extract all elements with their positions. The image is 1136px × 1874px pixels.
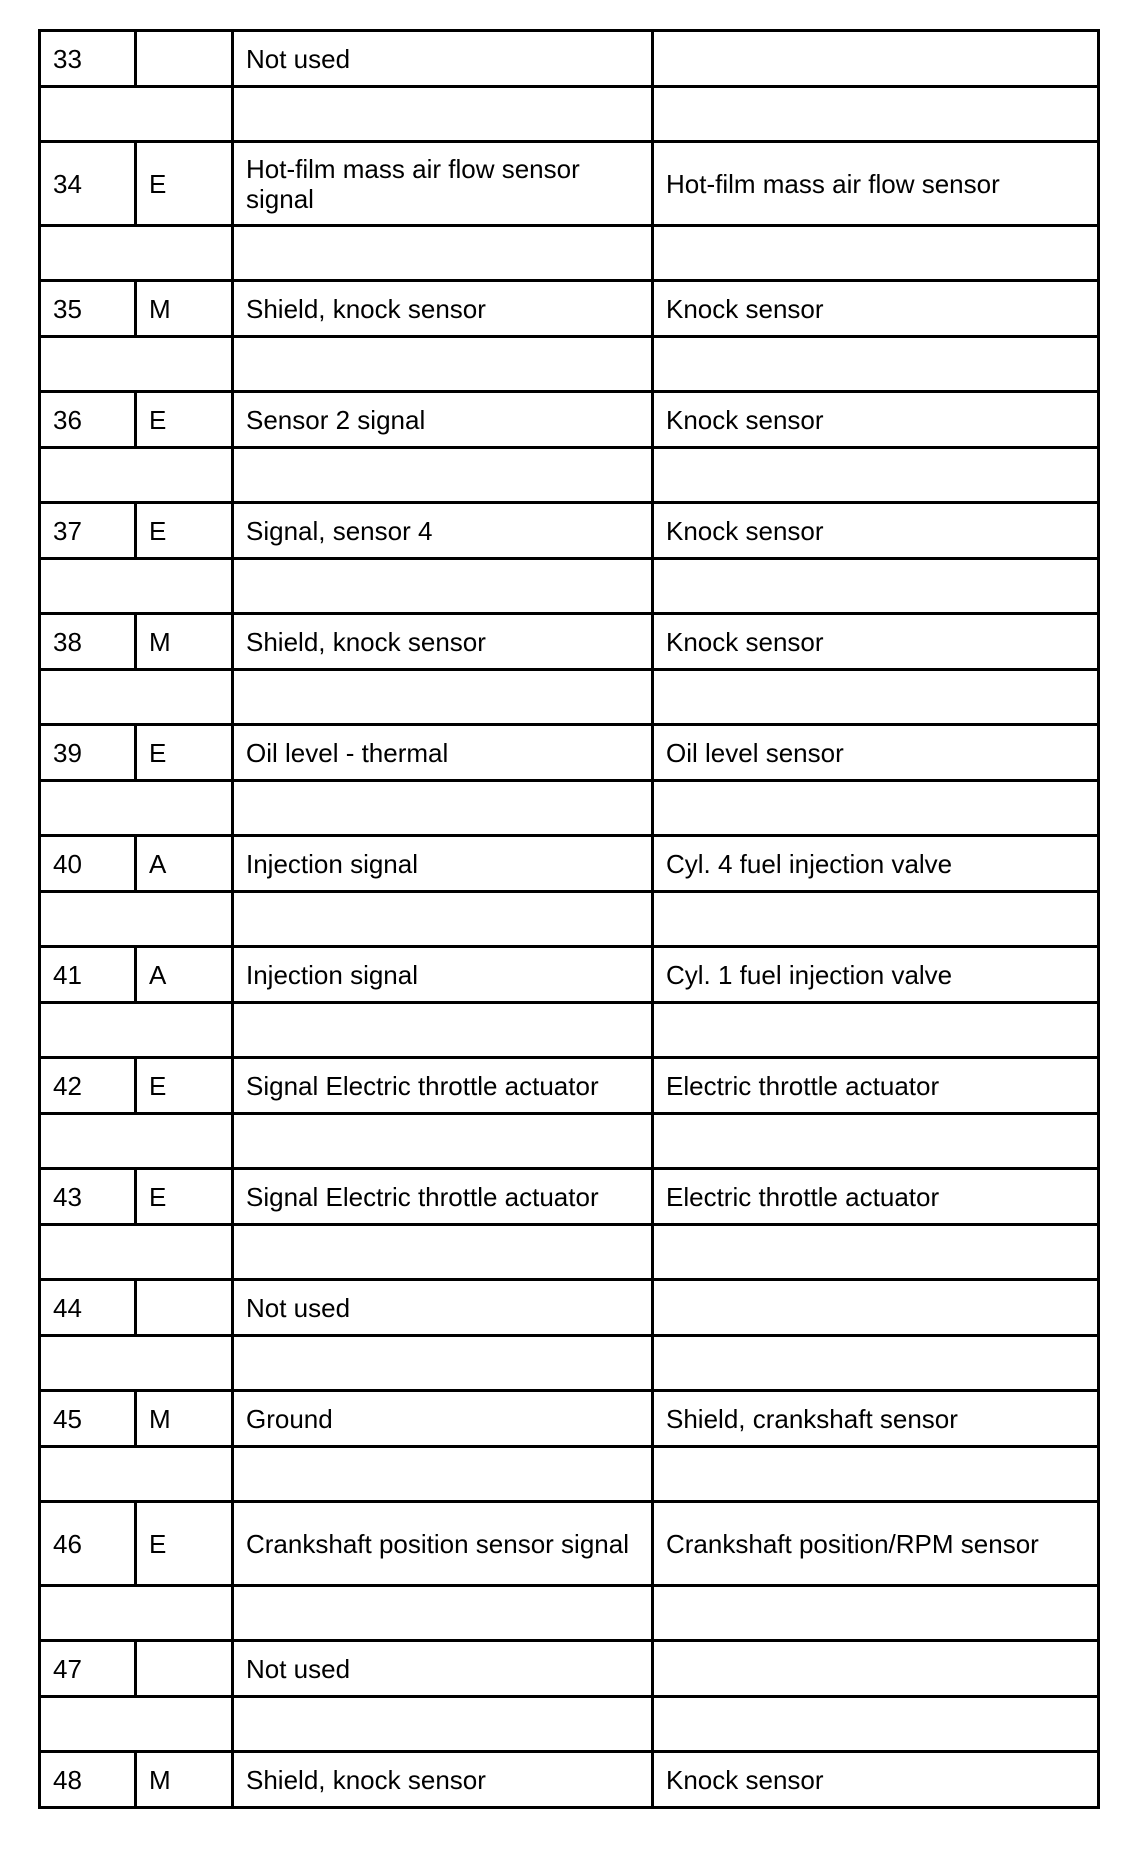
- spacer-cell: [653, 559, 1099, 614]
- spacer-cell: [40, 1114, 233, 1169]
- table-row: [40, 1058, 1099, 1114]
- component-cell: Shield, crankshaft sensor: [653, 1391, 1099, 1447]
- signal-cell: Signal Electric throttle actuator: [233, 1058, 653, 1114]
- spacer-cell: [233, 1586, 653, 1641]
- pin-cell: 44: [40, 1280, 136, 1336]
- spacer-cell: [40, 670, 233, 725]
- signal-cell: Crankshaft position sensor signal: [233, 1502, 653, 1586]
- spacer-cell: [653, 1697, 1099, 1752]
- spacer-cell: [233, 1003, 653, 1058]
- pin-cell: 33: [40, 31, 136, 87]
- signal-cell: Injection signal: [233, 836, 653, 892]
- signal-cell: Oil level - thermal: [233, 725, 653, 781]
- spacer-cell: [233, 1697, 653, 1752]
- spacer-row: [40, 226, 1099, 281]
- type-cell: E: [136, 392, 233, 448]
- signal-cell: Shield, knock sensor: [233, 281, 653, 337]
- spacer-cell: [233, 892, 653, 947]
- component-cell: Oil level sensor: [653, 725, 1099, 781]
- table-row: [40, 1752, 1099, 1808]
- spacer-cell: [40, 1586, 233, 1641]
- type-cell: A: [136, 836, 233, 892]
- spacer-cell: [653, 337, 1099, 392]
- spacer-row: [40, 87, 1099, 142]
- type-cell: E: [136, 1058, 233, 1114]
- table-row: [40, 1391, 1099, 1447]
- pin-cell: 47: [40, 1641, 136, 1697]
- pin-cell: 39: [40, 725, 136, 781]
- spacer-cell: [653, 892, 1099, 947]
- pin-assignment-table: [38, 29, 1100, 1809]
- component-cell: Knock sensor: [653, 503, 1099, 559]
- component-cell: Crankshaft position/RPM sensor: [653, 1502, 1099, 1586]
- pin-cell: 38: [40, 614, 136, 670]
- spacer-cell: [653, 1003, 1099, 1058]
- pin-cell: 48: [40, 1752, 136, 1808]
- pin-cell: 41: [40, 947, 136, 1003]
- type-cell: M: [136, 281, 233, 337]
- spacer-cell: [40, 1225, 233, 1280]
- table-row: [40, 392, 1099, 448]
- spacer-row: [40, 670, 1099, 725]
- spacer-row: [40, 337, 1099, 392]
- signal-cell: Signal, sensor 4: [233, 503, 653, 559]
- type-cell: A: [136, 947, 233, 1003]
- spacer-row: [40, 559, 1099, 614]
- type-cell: E: [136, 725, 233, 781]
- component-cell: [653, 1280, 1099, 1336]
- spacer-cell: [653, 670, 1099, 725]
- table-row: [40, 503, 1099, 559]
- spacer-cell: [233, 1447, 653, 1502]
- table-row: [40, 1280, 1099, 1336]
- spacer-row: [40, 1003, 1099, 1058]
- table-row: [40, 31, 1099, 87]
- component-cell: Knock sensor: [653, 281, 1099, 337]
- type-cell: [136, 1641, 233, 1697]
- component-cell: Knock sensor: [653, 1752, 1099, 1808]
- spacer-cell: [233, 1114, 653, 1169]
- pin-cell: 34: [40, 142, 136, 226]
- spacer-row: [40, 448, 1099, 503]
- component-cell: Hot-film mass air flow sensor: [653, 142, 1099, 226]
- spacer-cell: [40, 1336, 233, 1391]
- signal-cell: Sensor 2 signal: [233, 392, 653, 448]
- spacer-cell: [233, 1336, 653, 1391]
- table-row: [40, 836, 1099, 892]
- spacer-cell: [653, 1586, 1099, 1641]
- signal-cell: Signal Electric throttle actuator: [233, 1169, 653, 1225]
- pin-cell: 46: [40, 1502, 136, 1586]
- spacer-cell: [233, 226, 653, 281]
- spacer-cell: [653, 448, 1099, 503]
- type-cell: [136, 31, 233, 87]
- pin-cell: 42: [40, 1058, 136, 1114]
- spacer-row: [40, 1225, 1099, 1280]
- spacer-cell: [233, 337, 653, 392]
- spacer-row: [40, 1697, 1099, 1752]
- type-cell: [136, 1280, 233, 1336]
- component-cell: [653, 31, 1099, 87]
- component-cell: Electric throttle actuator: [653, 1169, 1099, 1225]
- spacer-cell: [233, 781, 653, 836]
- pin-cell: 36: [40, 392, 136, 448]
- signal-cell: Not used: [233, 1641, 653, 1697]
- component-cell: [653, 1641, 1099, 1697]
- component-cell: Cyl. 1 fuel injection valve: [653, 947, 1099, 1003]
- component-cell: Knock sensor: [653, 392, 1099, 448]
- type-cell: E: [136, 503, 233, 559]
- spacer-row: [40, 1336, 1099, 1391]
- spacer-row: [40, 1114, 1099, 1169]
- spacer-cell: [40, 892, 233, 947]
- spacer-cell: [653, 1447, 1099, 1502]
- spacer-cell: [653, 781, 1099, 836]
- spacer-cell: [233, 87, 653, 142]
- spacer-cell: [40, 226, 233, 281]
- spacer-cell: [40, 1447, 233, 1502]
- signal-cell: Shield, knock sensor: [233, 614, 653, 670]
- signal-cell: Hot-film mass air flow sensor signal: [233, 142, 653, 226]
- table-row: [40, 281, 1099, 337]
- spacer-cell: [40, 448, 233, 503]
- spacer-cell: [233, 1225, 653, 1280]
- pin-cell: 45: [40, 1391, 136, 1447]
- pin-cell: 40: [40, 836, 136, 892]
- spacer-cell: [40, 1003, 233, 1058]
- component-cell: Cyl. 4 fuel injection valve: [653, 836, 1099, 892]
- spacer-row: [40, 1586, 1099, 1641]
- signal-cell: Injection signal: [233, 947, 653, 1003]
- signal-cell: Shield, knock sensor: [233, 1752, 653, 1808]
- pin-cell: 43: [40, 1169, 136, 1225]
- table-row: [40, 947, 1099, 1003]
- signal-cell: Not used: [233, 31, 653, 87]
- type-cell: M: [136, 614, 233, 670]
- table-row: [40, 725, 1099, 781]
- spacer-cell: [233, 670, 653, 725]
- type-cell: E: [136, 1502, 233, 1586]
- spacer-cell: [40, 337, 233, 392]
- spacer-cell: [653, 1336, 1099, 1391]
- component-cell: Knock sensor: [653, 614, 1099, 670]
- spacer-cell: [653, 226, 1099, 281]
- spacer-cell: [653, 1114, 1099, 1169]
- type-cell: E: [136, 1169, 233, 1225]
- spacer-cell: [40, 1697, 233, 1752]
- table-row: [40, 1169, 1099, 1225]
- spacer-row: [40, 781, 1099, 836]
- spacer-cell: [653, 1225, 1099, 1280]
- table-row: [40, 1502, 1099, 1586]
- pin-cell: 37: [40, 503, 136, 559]
- table-row: [40, 1641, 1099, 1697]
- table-row: [40, 142, 1099, 226]
- spacer-row: [40, 892, 1099, 947]
- signal-cell: Ground: [233, 1391, 653, 1447]
- pin-cell: 35: [40, 281, 136, 337]
- spacer-cell: [40, 87, 233, 142]
- type-cell: M: [136, 1752, 233, 1808]
- spacer-cell: [40, 559, 233, 614]
- component-cell: Electric throttle actuator: [653, 1058, 1099, 1114]
- type-cell: M: [136, 1391, 233, 1447]
- spacer-cell: [653, 87, 1099, 142]
- table-row: [40, 614, 1099, 670]
- signal-cell: Not used: [233, 1280, 653, 1336]
- spacer-cell: [40, 781, 233, 836]
- spacer-cell: [233, 559, 653, 614]
- spacer-row: [40, 1447, 1099, 1502]
- type-cell: E: [136, 142, 233, 226]
- spacer-cell: [233, 448, 653, 503]
